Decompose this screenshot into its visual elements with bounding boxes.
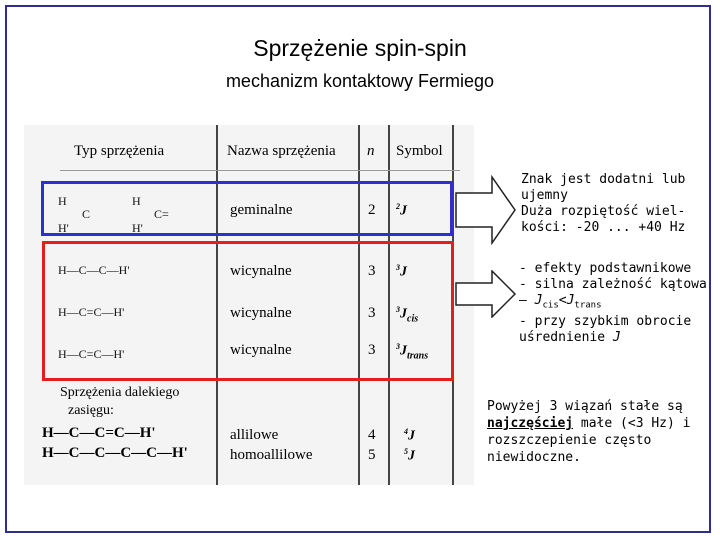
row-symbol: $^3J_{trans}$ (396, 342, 429, 362)
row-symbol: $^3J_{cis}$ (396, 305, 419, 325)
note-line: ujemny (521, 188, 568, 203)
row-n: 3 (368, 305, 376, 321)
row-symbol: $^2$J (396, 202, 407, 219)
note-line: - efekty podstawnikowe (519, 261, 692, 276)
row-symbol: $^4$J (404, 427, 415, 444)
row-name-allylic: allilowe (230, 427, 279, 443)
long-range-note (487, 398, 691, 466)
note-line: niewidoczne. (487, 450, 581, 465)
structure-h: H (58, 194, 67, 208)
note-line: kości: -20 ... +40 Hz (521, 220, 686, 235)
slide-subtitle: mechanizm kontaktowy Fermiego (225, 71, 495, 91)
row-name-vicinal-cis: wicynalne (230, 305, 292, 321)
long-range-label-2: zasięgu: (68, 403, 114, 418)
row-n: 4 (368, 427, 376, 443)
note-line: rozszczepienie często (487, 433, 652, 448)
note-line: Duża rozpiętość wiel- (521, 204, 686, 219)
structure-vicinal-cis: H—C=C—H' (58, 305, 125, 319)
structure-c-double: C= (154, 207, 169, 221)
row-name-homoallylic: homoallilowe (230, 447, 313, 463)
long-range-label: Sprzężenia dalekiego (60, 385, 180, 400)
row-n: 2 (368, 202, 376, 218)
structure-c: C (82, 207, 91, 221)
note-line: uśrednienie J (519, 329, 621, 345)
row-n: 5 (368, 447, 376, 463)
structure-allylic: H—C—C=C—H' (42, 425, 156, 441)
structure-h-prime: H' (58, 221, 69, 235)
vicinal-highlight-box (42, 241, 454, 381)
note-line: - silna zależność kątowa (519, 277, 707, 292)
structure-h-prime: H' (132, 221, 143, 235)
note-line-jcis-jtrans: – $J_{cis}<J_{trans}$ (519, 293, 602, 311)
row-n: 3 (368, 342, 376, 358)
structure-vicinal: H—C—C—H' (58, 263, 130, 277)
row-name-vicinal-trans: wicynalne (230, 342, 292, 358)
header-type: Typ sprzężenia (74, 143, 165, 159)
arrow-right-icon (455, 175, 517, 245)
slide-title: Sprzężenie spin-spin (253, 35, 467, 61)
geminal-note (521, 172, 685, 236)
structure-h: H (132, 194, 141, 208)
note-line: Powyżej 3 wiązań stałe są (487, 399, 683, 414)
row-symbol: $^5$J (404, 447, 415, 464)
structure-vicinal-trans: H—C=C—H' (58, 347, 125, 361)
table-header-rule (60, 170, 460, 171)
vicinal-note (519, 261, 707, 346)
header-n: n (367, 143, 375, 159)
note-line: Znak jest dodatni lub (521, 172, 686, 187)
row-n: 3 (368, 263, 376, 279)
row-name-vicinal: wicynalne (230, 263, 292, 279)
geminal-highlight-box (41, 181, 453, 236)
note-line: - przy szybkim obrocie (519, 313, 692, 329)
row-name-geminal: geminalne (230, 202, 293, 218)
structure-homoallylic: H—C—C—C—C—H' (42, 445, 188, 461)
header-name: Nazwa sprzężenia (227, 143, 336, 159)
arrow-right-icon (455, 270, 517, 318)
header-symbol: Symbol (396, 143, 443, 159)
note-line: najczęściej małe (<3 Hz) i (487, 416, 691, 431)
row-symbol: $^3$J (396, 263, 407, 280)
